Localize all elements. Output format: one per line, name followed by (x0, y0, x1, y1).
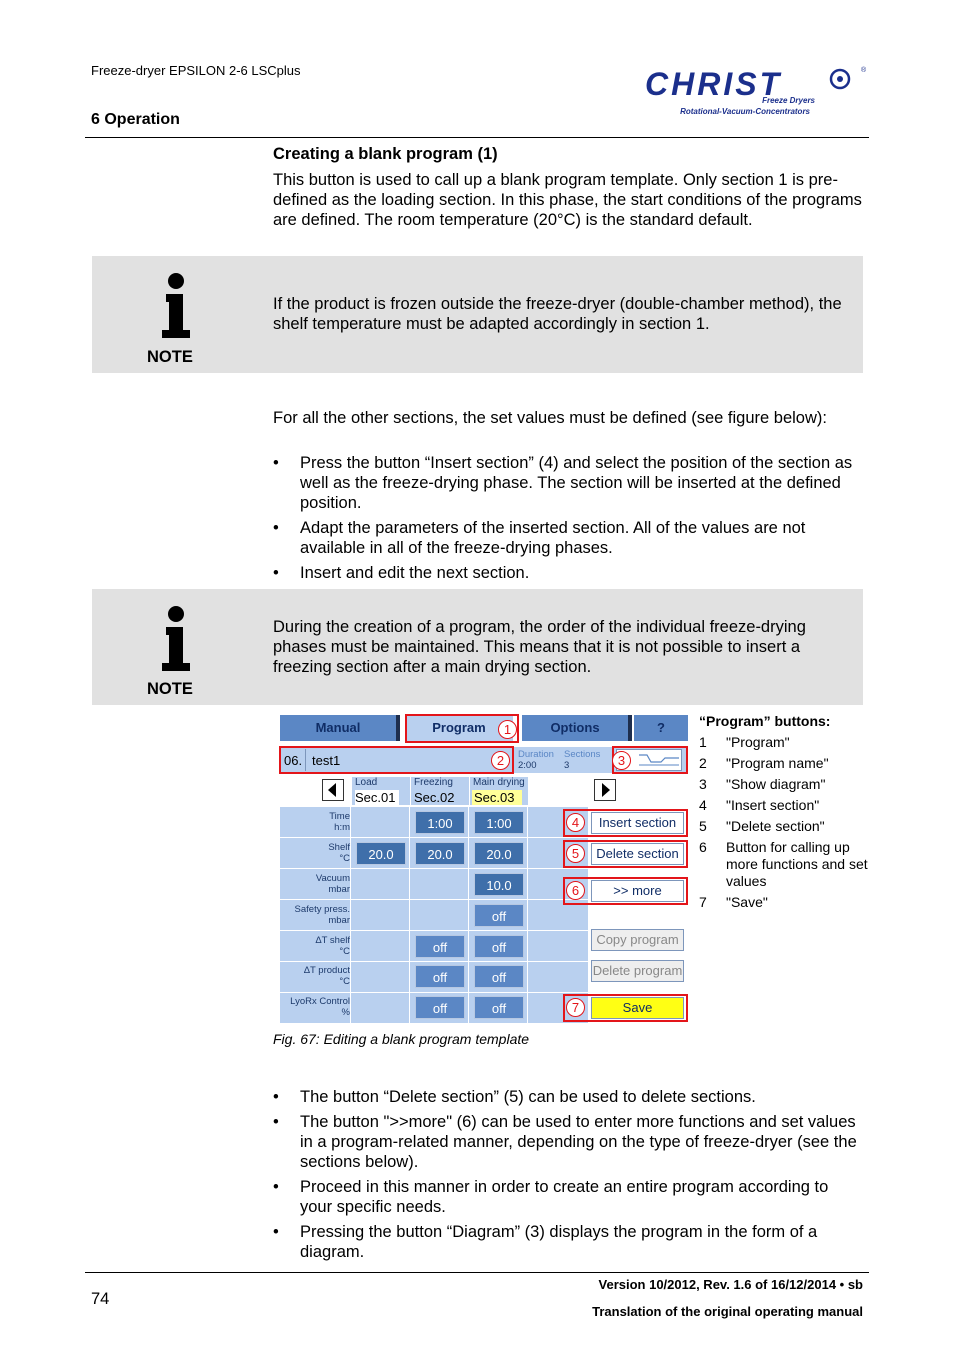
program-name: test1 (312, 753, 341, 768)
shelf-value-button[interactable]: 20.0 (415, 842, 465, 865)
callout-6: 6 (566, 881, 585, 900)
row-label-time: Time h:m (329, 811, 350, 833)
version-text: Version 10/2012, Rev. 1.6 of 16/12/2014 • sb (598, 1277, 863, 1292)
dt-shelf-value-button[interactable]: off (474, 935, 524, 958)
dt-shelf-value-button[interactable]: off (415, 935, 465, 958)
section-number[interactable]: Sec.02 (414, 790, 455, 805)
tab-manual[interactable]: Manual (280, 715, 400, 741)
tab-options[interactable]: Options (522, 715, 632, 741)
tab-help[interactable]: ? (634, 715, 688, 741)
callout-7: 7 (566, 998, 585, 1017)
translation-text: Translation of the original operating manual (592, 1304, 863, 1319)
callout-5: 5 (566, 844, 585, 863)
callout-4: 4 (566, 813, 585, 832)
callout-3: 3 (612, 751, 631, 770)
info-icon (154, 605, 198, 675)
svg-text:Rotational-Vacuum-Concentrator: Rotational-Vacuum-Concentrators (680, 107, 810, 116)
info-icon (154, 272, 198, 342)
callout-2: 2 (491, 751, 510, 770)
time-value-button[interactable]: 1:00 (415, 811, 465, 834)
sections-value: 3 (564, 760, 570, 771)
legend-item: 2 "Program name" (699, 755, 829, 771)
save-button[interactable]: Save (591, 997, 684, 1019)
shelf-value-button[interactable]: 20.0 (474, 842, 524, 865)
document-title: Freeze-dryer EPSILON 2-6 LSCplus (91, 63, 301, 78)
copy-program-button[interactable]: Copy program (591, 929, 684, 951)
row-label-dt-product: ΔT product °C (303, 965, 350, 987)
section-heading: Creating a blank program (1) (273, 145, 498, 163)
callout-1: 1 (498, 720, 517, 739)
insert-section-button[interactable]: Insert section (591, 812, 684, 834)
lyorx-value-button[interactable]: off (474, 996, 524, 1019)
list-item: • The button “Delete section” (5) can be used to delete sections. (273, 1087, 858, 1107)
header-rule (85, 137, 869, 138)
svg-text:®: ® (861, 67, 867, 74)
note-text: During the creation of a program, the order of the individual freeze-drying phases must be maintained. This means that it is not possible to insert a freezing section after a main drying section. (273, 618, 806, 676)
note-label: NOTE (147, 348, 193, 366)
figure-legend (699, 713, 869, 915)
legend-item: 4 "Insert section" (699, 797, 820, 813)
next-section-button[interactable] (594, 779, 616, 801)
section-number[interactable]: Sec.03 (472, 790, 522, 805)
dt-product-value-button[interactable]: off (474, 965, 524, 988)
list-item: • Proceed in this manner in order to create an entire program according to your specific needs. (273, 1177, 858, 1217)
row-label-lyorx: LyoRx Control % (290, 996, 350, 1018)
program-number: 06. (284, 753, 303, 768)
intro-paragraph: This button is used to call up a blank program template. Only section 1 is pre-defined as the loading section. In this phase, the start conditions of the programs are defined. The room temperature (20°C) is the standard default. (273, 171, 862, 229)
svg-text:CHRIST: CHRIST (645, 66, 783, 102)
prev-section-button[interactable] (322, 779, 344, 801)
section-title: 6 Operation (91, 111, 180, 128)
legend-item: 3 "Show diagram" (699, 776, 826, 792)
legend-item: 6 Button for calling up more functions and set values (699, 839, 868, 889)
list-item: • Adapt the parameters of the inserted section. All of the values are not available in all of the freeze-drying phases. (273, 518, 858, 558)
list-item: • Press the button “Insert section” (4) and select the position of the section as well as the freeze-drying phase. The section will be inserted at the defined position. (273, 453, 858, 513)
note-text: If the product is frozen outside the freeze-dryer (double-chamber method), the shelf temperature must be adapted accordingly in section 1. (273, 295, 842, 333)
legend-item: 7 "Save" (699, 894, 768, 910)
bullet-list (273, 1087, 858, 1267)
phase-label: Load (355, 777, 378, 788)
row-label-safety: Safety press. mbar (294, 904, 350, 926)
delete-program-button[interactable]: Delete program (591, 960, 684, 982)
phase-label: Freezing (414, 777, 453, 788)
sections-label: Sections (564, 749, 601, 760)
note-box (92, 589, 863, 705)
tab-program[interactable]: Program (405, 715, 513, 741)
phase-label: Main drying (473, 777, 525, 788)
figure-caption: Fig. 67: Editing a blank program template (273, 1031, 530, 1047)
row-label-shelf: Shelf °C (328, 842, 350, 864)
list-item: • Insert and edit the next section. (273, 563, 858, 583)
lyorx-value-button[interactable]: off (415, 996, 465, 1019)
paragraph: For all the other sections, the set values must be defined (see figure below): (273, 409, 827, 427)
list-item: • The button ">>more" (6) can be used to enter more functions and set values in a program-related manner, depending on the type of freeze-dryer (see the sections below). (273, 1112, 858, 1172)
note-label: NOTE (147, 680, 193, 698)
shelf-value-button[interactable]: 20.0 (356, 842, 406, 865)
bullet-list (273, 453, 858, 588)
section-number[interactable]: Sec.01 (355, 790, 399, 805)
legend-item: 1 "Program" (699, 734, 790, 750)
list-item: • Pressing the button “Diagram” (3) displays the program in the form of a diagram. (273, 1222, 858, 1262)
note-box (92, 256, 863, 373)
vacuum-value-button[interactable]: 10.0 (474, 873, 524, 896)
footer-rule (85, 1272, 869, 1273)
row-label-vacuum: Vacuum mbar (315, 873, 350, 895)
row-label-dt-shelf: ΔT shelf °C (315, 935, 350, 957)
dt-product-value-button[interactable]: off (415, 965, 465, 988)
program-screen (278, 713, 690, 1024)
legend-item: 5 "Delete section" (699, 818, 825, 834)
legend-title: “Program” buttons: (699, 713, 831, 729)
time-value-button[interactable]: 1:00 (474, 811, 524, 834)
more-button[interactable]: >> more (591, 880, 684, 902)
callout-box (279, 746, 514, 774)
delete-section-button[interactable]: Delete section (591, 843, 684, 865)
christ-logo (643, 64, 865, 118)
svg-text:Freeze Dryers: Freeze Dryers (762, 96, 815, 105)
duration-label: Duration (518, 749, 554, 760)
safety-value-button[interactable]: off (474, 904, 524, 927)
duration-value: 2:00 (518, 760, 537, 771)
page-number: 74 (91, 1290, 110, 1308)
